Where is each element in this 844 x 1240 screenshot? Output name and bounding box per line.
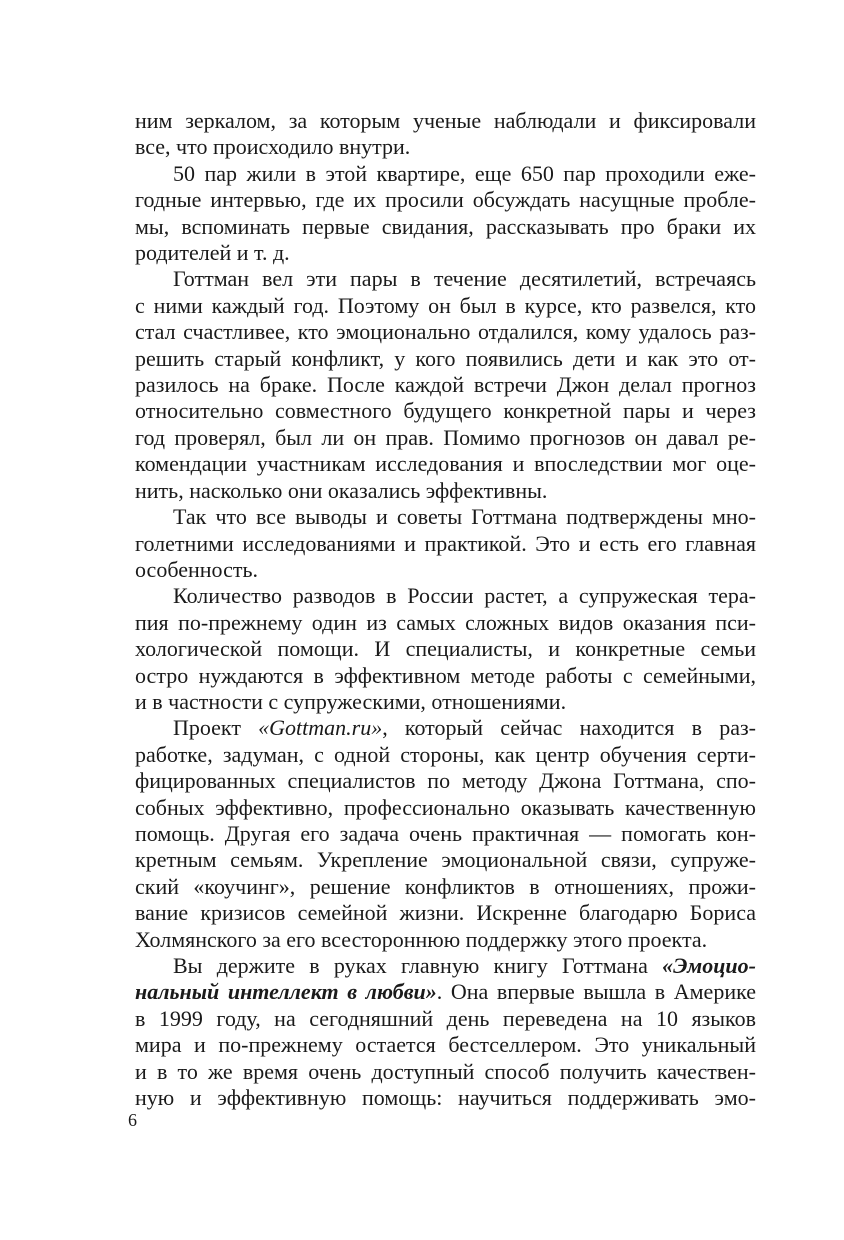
text-line: 50 пар жили в этой квартире, еще 650 пар проходили еже- [173, 160, 756, 186]
text-line: голетними исследованиями и практикой. Это и есть его главная [135, 530, 756, 556]
text-line: год проверял, был ли он прав. Помимо прогнозов он давал ре- [135, 424, 756, 450]
text-line: с ними каждый год. Поэтому он был в курсе, кто развелся, кто [135, 292, 756, 318]
text-line: Количество разводов в России растет, а супружеская тера- [173, 583, 756, 609]
text-line: мы, вспоминать первые свидания, рассказывать про браки их [135, 213, 756, 239]
text-line: вание кризисов семейной жизни. Искренне благодарю Бориса [135, 900, 756, 926]
text-line: годные интервью, где их просили обсуждать насущные пробле- [135, 187, 756, 213]
book-title-cont: нальный интеллект в любви» [135, 979, 437, 1005]
text-line: остро нуждаются в эффективном методе работы с семейными, [135, 662, 756, 688]
text-line: фицированных специалистов по методу Джона Готтмана, спо- [135, 768, 756, 794]
text-line: ский «коучинг», решение конфликтов в отношениях, прожи- [135, 873, 756, 899]
text-line: разилось на браке. После каждой встречи Джон делал прогноз [135, 372, 756, 398]
text-line: особенность. [135, 556, 258, 582]
text-line: в 1999 году, на сегодняшний день переведена на 10 языков [135, 1005, 756, 1031]
text-line: работке, задуман, с одной стороны, как центр обучения серти- [135, 741, 756, 767]
text-line: кретным семьям. Укрепление эмоциональной связи, супруже- [135, 847, 756, 873]
text-line: стал счастливее, кто эмоционально отдалился, кому удалось раз- [135, 319, 756, 345]
text-block-2 [135, 742, 756, 953]
text-line: Готтман вел эти пары в течение десятилетий, встречаясь [173, 266, 756, 292]
text-line: и в то же время очень доступный способ получить качествен- [135, 1058, 756, 1084]
text-line: ную и эффективную помощь: научиться поддерживать эмо- [135, 1085, 756, 1111]
text-line: хологической помощи. И специалисты, и конкретные семьи [135, 636, 756, 662]
text-line: нить, насколько они оказались эффективны. [135, 477, 548, 503]
text-line: решить старый конфликт, у кого появились дети и как это от- [135, 345, 756, 371]
text-line: комендации участникам исследования и впоследствии мог оце- [135, 451, 756, 477]
text-block-3 [135, 1006, 756, 1112]
text-line: пия по-прежнему один из самых сложных видов оказания пси- [135, 609, 756, 635]
page-body [135, 108, 756, 1111]
text-line: Холмянского за его всестороннюю поддержку этого проекта. [135, 926, 708, 952]
text-line: Так что все выводы и советы Готтмана подтверждены мно- [173, 504, 756, 530]
project-name: «Gottman.ru» [258, 715, 383, 741]
text-line: все, что происходило внутри. [135, 134, 411, 160]
text-line: нальный интеллект в любви». Она впервые вышла в Америке [135, 979, 756, 1005]
text-line: помощь. Другая его задача очень практичная — помогать кон- [135, 820, 756, 846]
text-line: Проект «Gottman.ru», который сейчас находится в раз- [173, 715, 756, 741]
book-title: «Эмоцио- [662, 953, 756, 978]
text-line: собных эффективно, профессионально оказывать качественную [135, 794, 756, 820]
text-line: относительно совместного будущего конкретной пары и через [135, 398, 756, 424]
text-line: мира и по-прежнему остается бестселлером. Это уникальный [135, 1032, 756, 1058]
text-line: ним зеркалом, за которым ученые наблюдали и фиксировали [135, 108, 756, 133]
text-line: Вы держите в руках главную книгу Готтмана «Эмоцио- [173, 953, 756, 978]
page-number: 6 [128, 1110, 137, 1130]
text-block-1 [135, 108, 756, 715]
text-line: родителей и т. д. [135, 240, 290, 266]
text-line: и в частности с супружескими, отношениями. [135, 688, 567, 714]
